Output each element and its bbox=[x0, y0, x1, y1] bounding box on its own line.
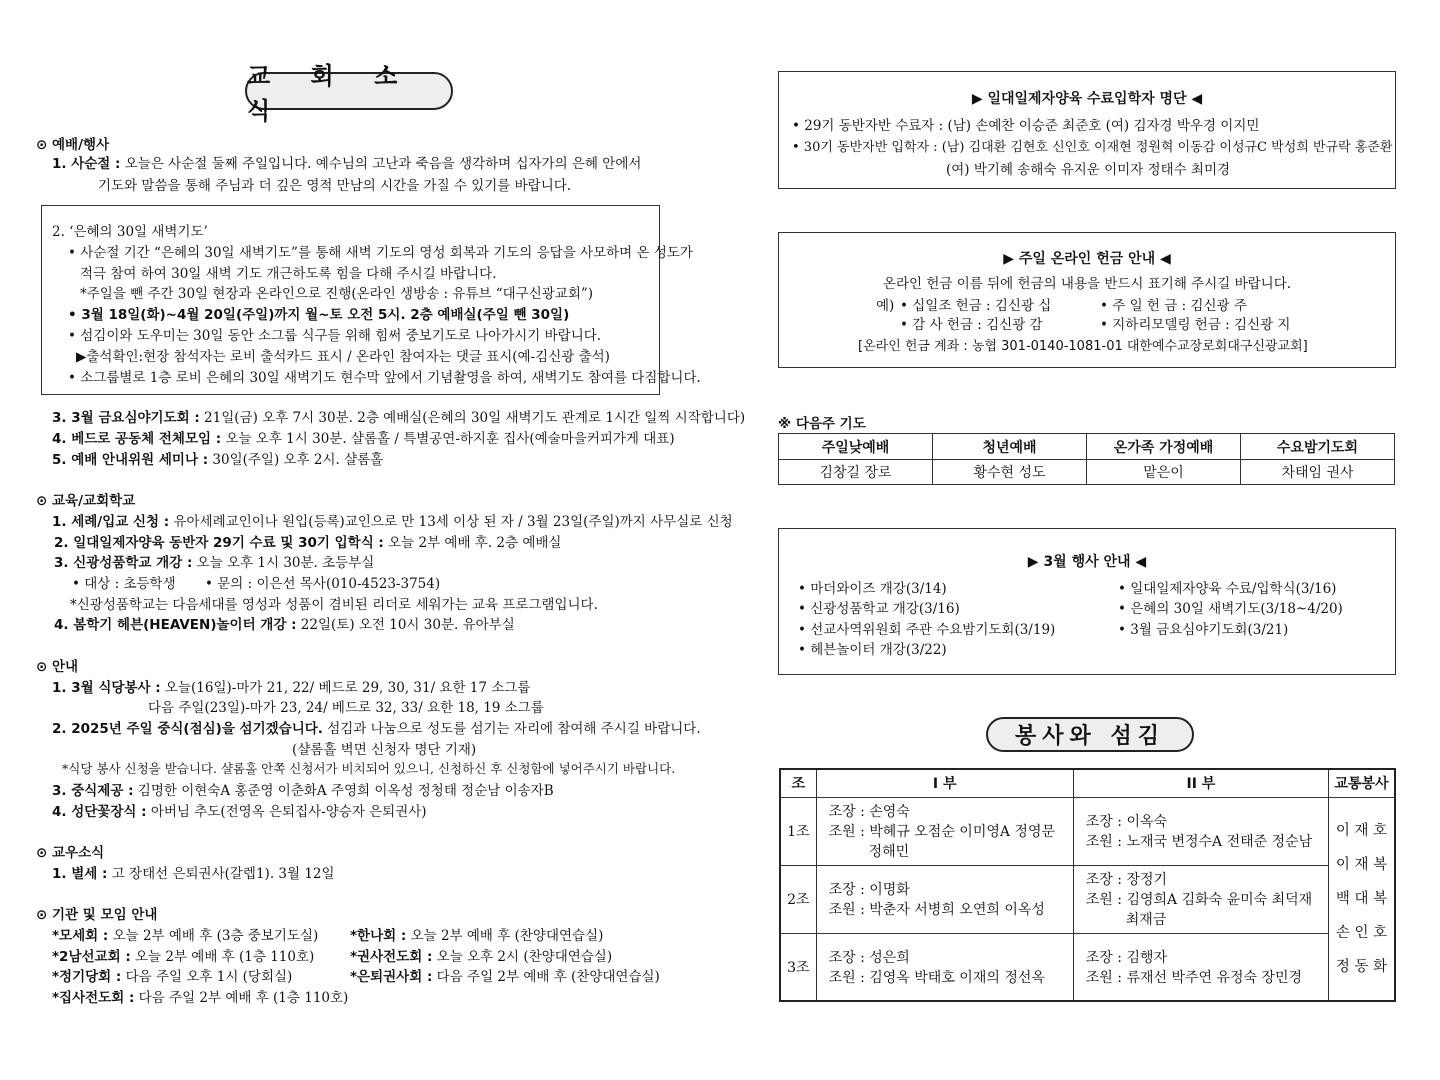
notice-item-4-label: 4. 성단꽃장식 : bbox=[52, 804, 147, 820]
group-item-5-label: *정기당회 : bbox=[52, 969, 122, 985]
worship-heading: ⊙ 예배/행사 bbox=[36, 137, 110, 153]
service-leader: 조장 : 김행자 bbox=[1085, 949, 1168, 966]
notice-item-1 bbox=[52, 676, 530, 696]
service-title bbox=[986, 717, 1194, 752]
group-item-3-text: 오늘 2부 예배 후 (1층 110호) bbox=[135, 949, 315, 965]
notice-item-1-text: 오늘(16일)-마가 21, 22/ 베드로 29, 30, 31/ 요한 17 소그룹 bbox=[164, 680, 531, 696]
education-item-2-label: 2. 일대일제자양육 동반자 29기 수료 및 30기 입학식 : bbox=[54, 535, 384, 551]
education-item-4-label: 4. 봄학기 헤븐(HEAVEN)놀이터 개강 : bbox=[54, 617, 297, 633]
service-part2-cell bbox=[1073, 865, 1328, 933]
group-item-1-text: 오늘 2부 예배 후 (3층 중보기도실) bbox=[112, 928, 319, 944]
dawn-prayer-heading: 2. ‘은혜의 30일 새벽기도’ bbox=[52, 224, 208, 240]
notice-item-4-text: 아버님 추도(전영옥 은퇴집사-양승자 은퇴권사) bbox=[150, 804, 427, 820]
march-events-title: ▶ 3월 행사 안내 ◀ bbox=[1027, 554, 1147, 570]
service-part1-cell bbox=[816, 865, 1073, 933]
members-item-1-text: 고 장태선 은퇴권사(갈렙1). 3월 12일 bbox=[111, 866, 335, 882]
event-item: • 선교사역위원회 주관 수요밤기도회(3/19) bbox=[798, 622, 1056, 638]
service-row bbox=[780, 933, 1395, 1001]
prayer-value-cell: 김창길 장로 bbox=[779, 460, 933, 485]
service-part2-cell bbox=[1073, 797, 1328, 865]
worship-item-3 bbox=[52, 406, 745, 426]
education-item-4-text: 22일(토) 오전 10시 30분. 유아부실 bbox=[300, 617, 515, 633]
education-item-3 bbox=[54, 551, 374, 571]
service-members: 조원 : 류재선 박주연 유정숙 장민경 bbox=[1085, 969, 1303, 986]
online-offering-notice: 온라인 헌금 이름 뒤에 헌금의 내용을 반드시 표기해 주시길 바랍니다. bbox=[882, 276, 1292, 292]
traffic-member: 손 인 호 bbox=[1335, 924, 1388, 941]
dawn-prayer-line-5: • 섬김이와 도우미는 30일 동안 소그룹 식구들 위해 힘써 중보기도로 나아가시기 바랍니다. bbox=[68, 328, 602, 344]
group-item-2 bbox=[350, 924, 603, 944]
notice-item-1-label: 1. 3월 식당봉사 : bbox=[52, 680, 161, 696]
worship-item-1 bbox=[52, 152, 641, 172]
service-group-cell: 1조 bbox=[780, 797, 816, 865]
prayer-header-cell: 온가족 가정예배 bbox=[1087, 434, 1241, 460]
group-item-1-label: *모세회 : bbox=[52, 928, 109, 944]
group-item-5-text: 다음 주일 오후 1시 (당회실) bbox=[125, 969, 293, 985]
event-item: • 3월 금요심야기도회(3/21) bbox=[1118, 622, 1289, 638]
service-members: 조원 : 박혜규 오점순 이미영A 정영문 bbox=[828, 824, 1056, 840]
worship-item-1-text: 오늘은 사순절 둘째 주일입니다. 예수님의 고난과 죽음을 생각하며 십자가의 은혜 안에서 bbox=[124, 156, 642, 172]
offering-example-2: • 주 일 헌 금 : 김신광 주 bbox=[1100, 298, 1247, 314]
worship-item-4 bbox=[52, 427, 675, 447]
traffic-member: 이 재 복 bbox=[1335, 856, 1388, 873]
notice-item-3-text: 김명한 이현숙A 홍준영 이춘화A 주영희 이옥성 정청태 정순남 이송자B bbox=[137, 783, 554, 799]
church-news-title bbox=[245, 62, 453, 125]
prayer-value-cell: 차태임 권사 bbox=[1241, 460, 1395, 485]
service-header-cell: 교통봉사 bbox=[1329, 769, 1395, 797]
education-item-1-text: 유아세례교인이나 원입(등록)교인으로 만 13세 이상 된 자 / 3월 23일(주일)까지 사무실로 신청 bbox=[173, 514, 733, 530]
education-item-3-target: • 대상 : 초등학생 bbox=[72, 576, 176, 592]
education-item-4 bbox=[54, 613, 515, 633]
disciple-list-line-3: (여) 박기혜 송해숙 유지운 이미자 정태수 최미경 bbox=[946, 162, 1231, 178]
group-item-2-label: *한나회 : bbox=[350, 928, 407, 944]
service-members: 조원 : 김영옥 박태호 이재의 정선옥 bbox=[828, 969, 1045, 986]
members-item-1-label: 1. 별세 : bbox=[52, 866, 108, 882]
group-item-3 bbox=[52, 945, 314, 965]
disciple-list-title: ▶ 일대일제자양육 수료입학자 명단 ◀ bbox=[971, 91, 1203, 107]
service-members: 조원 : 노재국 변정수A 전태준 정순남 bbox=[1085, 834, 1313, 850]
worship-item-3-text: 21일(금) 오후 7시 30분. 2층 예배실(은혜의 30일 새벽기도 관계로 1시간 일찍 시작합니다) bbox=[204, 410, 746, 426]
group-item-4-text: 오늘 오후 2시 (찬양대연습실) bbox=[436, 949, 613, 965]
prayer-header-cell: 주일낮예배 bbox=[779, 434, 933, 460]
notice-item-2-cont: (샬롬홀 벽면 신청자 명단 기재) bbox=[292, 742, 477, 758]
service-row bbox=[780, 797, 1395, 865]
notice-item-2-note: *식당 봉사 신청을 받습니다. 샬롬홀 안쪽 신청서가 비치되어 있으니, 신청하신 후 신청함에 넣어주시기 바랍니다. bbox=[62, 761, 676, 776]
worship-item-3-label: 3. 3월 금요심야기도회 : bbox=[52, 410, 200, 426]
disciple-list-line-2: • 30기 동반자반 입학자 : (남) 김대환 김현호 신인호 이재현 정원혁 이동감 이성규C 박성희 반규락 홍준환 bbox=[792, 140, 1393, 155]
disciple-list-line-1: • 29기 동반자반 수료자 : (남) 손예찬 이승준 최준호 (여) 김자경 박우경 이지민 bbox=[792, 118, 1260, 134]
dawn-prayer-line-7: • 소그룹별로 1층 로비 은혜의 30일 새벽기도 현수막 앞에서 기념촬영을 하여, 새벽기도 참여를 다짐합니다. bbox=[68, 370, 701, 386]
notice-item-2-text: 섬김과 나눔으로 성도를 섬기는 자리에 참여해 주시길 바랍니다. bbox=[327, 721, 701, 737]
service-header-row bbox=[780, 769, 1395, 797]
notice-item-2 bbox=[52, 717, 701, 737]
online-offering-title: ▶ 주일 온라인 헌금 안내 ◀ bbox=[1003, 251, 1171, 267]
group-item-6 bbox=[350, 965, 660, 985]
education-item-3-contact: • 문의 : 이은선 목사(010-4523-3754) bbox=[205, 576, 441, 592]
prayer-header-cell: 수요밤기도회 bbox=[1241, 434, 1395, 460]
worship-item-4-label: 4. 베드로 공동체 전체모임 : bbox=[52, 431, 222, 447]
group-item-5 bbox=[52, 965, 292, 985]
education-item-3-label: 3. 신광성품학교 개강 : bbox=[54, 555, 193, 571]
prayer-table-row bbox=[779, 460, 1395, 485]
group-item-7 bbox=[52, 986, 348, 1006]
worship-item-5-label: 5. 예배 안내위원 세미나 : bbox=[52, 452, 209, 468]
education-item-1-label: 1. 세례/입교 신청 : bbox=[52, 514, 170, 530]
group-item-6-label: *은퇴권사회 : bbox=[350, 969, 433, 985]
notice-item-3 bbox=[52, 779, 554, 799]
education-item-2 bbox=[54, 531, 561, 551]
group-item-4 bbox=[350, 945, 612, 965]
event-item: • 은혜의 30일 새벽기도(3/18~4/20) bbox=[1118, 601, 1343, 617]
offering-example-prefix: 예) bbox=[876, 298, 895, 314]
education-heading: ⊙ 교육/교회학교 bbox=[36, 493, 136, 509]
service-header-cell: 조 bbox=[780, 769, 816, 797]
traffic-member: 정 동 화 bbox=[1335, 958, 1388, 975]
group-item-7-text: 다음 주일 2부 예배 후 (1층 110호) bbox=[138, 990, 349, 1006]
worship-item-1-cont: 기도와 말씀을 통해 주님과 더 깊은 영적 만남의 시간을 가질 수 있기를 바랍니다. bbox=[98, 178, 572, 194]
dawn-prayer-line-4: • 3월 18일(화)~4월 20일(주일)까지 월~토 오전 5시. 2층 예배실(주일 뺀 30일) bbox=[68, 307, 570, 323]
members-item-1 bbox=[52, 862, 335, 882]
education-item-2-text: 오늘 2부 예배 후. 2층 예배실 bbox=[388, 535, 562, 551]
offering-example-3: • 감 사 헌금 : 김신광 감 bbox=[900, 317, 1043, 333]
next-week-prayer-heading: ※ 다음주 기도 bbox=[778, 416, 866, 432]
group-item-7-label: *집사전도회 : bbox=[52, 990, 135, 1006]
group-item-4-label: *권사전도회 : bbox=[350, 949, 433, 965]
church-news-title-text: 교 회 소 식 bbox=[247, 62, 414, 125]
traffic-member: 백 대 복 bbox=[1335, 890, 1388, 907]
members-heading: ⊙ 교우소식 bbox=[36, 845, 105, 861]
notice-heading: ⊙ 안내 bbox=[36, 659, 79, 675]
group-item-6-text: 다음 주일 2부 예배 후 (찬양대연습실) bbox=[436, 969, 660, 985]
service-leader: 조장 : 손영숙 bbox=[828, 804, 910, 820]
dawn-prayer-line-3: *주일을 뺀 주간 30일 현장과 온라인으로 진행(온라인 생방송 : 유튜브 “대구신광교회”) bbox=[80, 286, 594, 302]
service-members-cont: 정해민 bbox=[868, 844, 910, 860]
traffic-service-cell bbox=[1329, 797, 1395, 1001]
education-item-1 bbox=[52, 510, 733, 530]
service-members-cont: 최재금 bbox=[1125, 912, 1167, 928]
dawn-prayer-line-2: 적극 참여 하여 30일 새벽 기도 개근하도록 힘을 다해 주시길 바랍니다. bbox=[80, 266, 497, 282]
group-item-3-label: *2남선교회 : bbox=[52, 949, 131, 965]
notice-item-2-label: 2. 2025년 주일 중식(점심)을 섬기겠습니다. bbox=[52, 721, 323, 737]
service-table bbox=[779, 768, 1396, 1002]
event-item: • 마더와이즈 개강(3/14) bbox=[798, 581, 947, 597]
service-part1-cell bbox=[816, 797, 1073, 865]
event-item: • 신광성품학교 개강(3/16) bbox=[798, 601, 960, 617]
worship-item-4-text: 오늘 오후 1시 30분. 샬롬홀 / 특별공연-하지훈 집사(예술마을커피가게 대표) bbox=[225, 431, 675, 447]
offering-example-4: • 지하리모델링 헌금 : 김신광 지 bbox=[1100, 317, 1291, 333]
event-item: • 헤븐놀이터 개강(3/22) bbox=[798, 642, 947, 658]
service-members: 조원 : 김영희A 김화숙 윤미숙 최덕재 bbox=[1085, 892, 1313, 908]
group-item-1 bbox=[52, 924, 318, 944]
service-leader: 조장 : 이옥숙 bbox=[1085, 814, 1168, 830]
event-item: • 일대일제자양육 수료/입학식(3/16) bbox=[1118, 581, 1337, 597]
offering-example-1: • 십일조 헌금 : 김신광 십 bbox=[900, 298, 1052, 314]
service-part2-cell bbox=[1073, 933, 1328, 1001]
service-group-cell: 2조 bbox=[780, 865, 816, 933]
notice-item-4 bbox=[52, 800, 427, 820]
service-leader: 조장 : 이명화 bbox=[828, 882, 910, 898]
worship-item-1-label: 1. 사순절 : bbox=[52, 156, 121, 172]
traffic-member: 이 재 호 bbox=[1335, 822, 1388, 839]
prayer-table-header-row bbox=[779, 434, 1395, 460]
groups-heading: ⊙ 기관 및 모임 안내 bbox=[36, 907, 158, 923]
dawn-prayer-line-6: ▶출석확인:현장 참석자는 로비 출석카드 표시 / 온라인 참여자는 댓글 표시(예-김신광 출석) bbox=[76, 349, 610, 365]
notice-item-1-cont: 다음 주일(23일)-마가 23, 24/ 베드로 32, 33/ 요한 18, 19 소그룹 bbox=[148, 700, 544, 716]
worship-item-5 bbox=[52, 448, 383, 468]
service-header-cell: II 부 bbox=[1073, 769, 1328, 797]
group-item-2-text: 오늘 2부 예배 후 (찬양대연습실) bbox=[410, 928, 604, 944]
offering-account: [온라인 헌금 계좌 : 농협 301-0140-1081-01 대한예수교장로회대구신광교회] bbox=[858, 339, 1308, 354]
prayer-header-cell: 청년예배 bbox=[933, 434, 1087, 460]
service-members: 조원 : 박춘자 서병희 오연희 이옥성 bbox=[828, 902, 1045, 918]
service-title-text: 봉사와 섬김 bbox=[1015, 724, 1165, 749]
prayer-table bbox=[778, 433, 1395, 485]
dawn-prayer-line-1: • 사순절 기간 “은혜의 30일 새벽기도”를 통해 새벽 기도의 영성 회복과 기도의 응답을 사모하며 온 성도가 bbox=[68, 245, 693, 261]
service-row bbox=[780, 865, 1395, 933]
education-item-3-note: *신광성품학교는 다음세대를 영성과 성품이 겸비된 리더로 세워가는 교육 프로그램입니다. bbox=[70, 597, 598, 613]
service-part1-cell bbox=[816, 933, 1073, 1001]
prayer-value-cell: 황수현 성도 bbox=[933, 460, 1087, 485]
service-header-cell: I 부 bbox=[816, 769, 1073, 797]
notice-item-3-label: 3. 중식제공 : bbox=[52, 783, 134, 799]
prayer-value-cell: 맡은이 bbox=[1087, 460, 1241, 485]
worship-item-5-text: 30일(주일) 오후 2시. 샬롬홀 bbox=[212, 452, 384, 468]
service-leader: 조장 : 성은희 bbox=[828, 949, 910, 966]
education-item-3-text: 오늘 오후 1시 30분. 초등부실 bbox=[196, 555, 375, 571]
service-group-cell: 3조 bbox=[780, 933, 816, 1001]
service-leader: 조장 : 장정기 bbox=[1085, 872, 1168, 888]
